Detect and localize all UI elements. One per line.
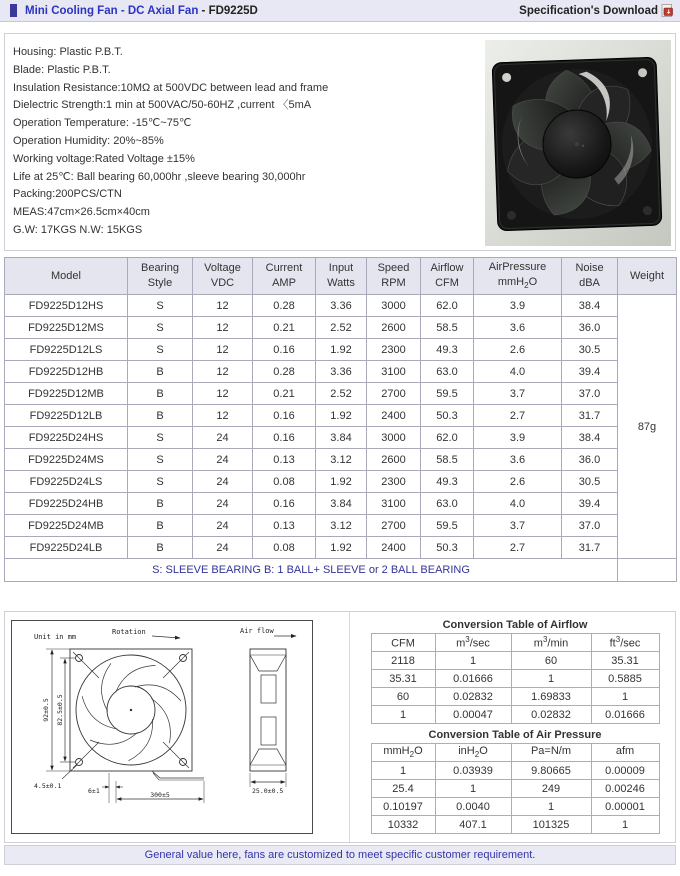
table-cell: 31.7 [562,405,618,427]
table-cell: 3.9 [474,295,562,317]
bearing-footnote: S: SLEEVE BEARING B: 1 BALL+ SLEEVE or 2 BALL BEARING [5,559,618,582]
table-cell: FD9225D24MB [5,515,128,537]
col-voltage: Voltage VDC [193,258,253,295]
spec-line: Packing:200PCS/CTN [13,188,122,201]
table-cell: 0.13 [253,449,316,471]
table-row [5,537,677,559]
table-cell: 3.36 [316,361,367,383]
table-cell: 0.5885 [591,670,659,688]
table-cell: 37.0 [562,515,618,537]
spec-table-body [5,295,677,559]
table-cell: 0.01666 [435,670,511,688]
table-cell: S [128,471,193,493]
table-cell: 49.3 [421,339,474,361]
table-cell: 1.92 [316,471,367,493]
table-row [371,780,659,798]
table-cell: 2300 [367,471,421,493]
spec-line: Operation Humidity: 20%~85% [13,134,164,147]
table-cell: 0.16 [253,405,316,427]
table-cell: 0.0040 [435,798,511,816]
table-cell: 1 [435,780,511,798]
spec-table-header-row [5,258,677,295]
col-noise: Noise dBA [562,258,618,295]
table-cell: 24 [193,449,253,471]
table-cell: FD9225D24MS [5,449,128,471]
table-cell: 2700 [367,383,421,405]
table-row [371,652,659,670]
table-cell: 2.6 [474,471,562,493]
table-cell: 0.03939 [435,762,511,780]
page-title-model: - FD9225D [198,4,258,17]
table-cell: 2.52 [316,383,367,405]
table-cell: 0.16 [253,427,316,449]
title-marker-icon [10,4,17,17]
spec-line: Working voltage:Rated Voltage ±15% [13,152,195,165]
spec-table [4,257,677,582]
header-bar [0,0,680,22]
technical-drawing [11,620,313,834]
table-cell: 0.28 [253,361,316,383]
table-cell: 0.02832 [435,688,511,706]
table-row [371,670,659,688]
pressure-table-title: Conversion Table of Air Pressure [428,729,602,741]
table-cell: 31.7 [562,537,618,559]
table-cell: 62.0 [421,295,474,317]
table-cell: FD9225D24HB [5,493,128,515]
dim-hole-pitch-label: 82.5±0.5 [56,694,64,726]
table-cell: 3.9 [474,427,562,449]
table-cell: 2.7 [474,537,562,559]
table-row [5,361,677,383]
table-cell: FD9225D12LS [5,339,128,361]
table-cell: 3.6 [474,317,562,339]
table-cell: S [128,449,193,471]
table-cell: 2600 [367,449,421,471]
footer-note-bar [4,845,676,865]
table-cell: 50.3 [421,537,474,559]
table-cell: 58.5 [421,449,474,471]
table-cell: 1.69833 [511,688,591,706]
table-cell: 0.21 [253,383,316,405]
table-cell: 1.92 [316,405,367,427]
col-speed: Speed RPM [367,258,421,295]
table-cell: 12 [193,361,253,383]
dim-hole-label: 4.5±0.1 [34,782,62,790]
pressure-col-mmh2o: mmH$_2$O [371,744,435,762]
table-cell: S [128,295,193,317]
table-cell: 50.3 [421,405,474,427]
table-cell: 3000 [367,427,421,449]
table-cell: 0.28 [253,295,316,317]
pressure-col-afm: afm [591,744,659,762]
airflow-conversion-table [371,633,660,724]
table-cell: 0.21 [253,317,316,339]
table-cell: FD9225D12HS [5,295,128,317]
table-cell: 101325 [511,816,591,834]
table-cell: 3.12 [316,515,367,537]
table-cell: 0.00009 [591,762,659,780]
bottom-section [4,611,676,843]
dim-lead-offset-label: 6±1 [88,787,100,795]
table-cell: 1 [435,652,511,670]
table-cell: FD9225D24HS [5,427,128,449]
table-cell: FD9225D24LS [5,471,128,493]
table-cell: 0.08 [253,471,316,493]
table-cell: 0.00246 [591,780,659,798]
table-cell: 0.02832 [511,706,591,724]
table-cell: 2300 [367,339,421,361]
table-cell: 24 [193,515,253,537]
drawing-unit-label: Unit in mm [34,633,77,641]
table-row [5,515,677,537]
spec-lines [13,44,473,240]
table-cell: FD9225D12MS [5,317,128,339]
table-cell: 2.52 [316,317,367,339]
specification-download-link[interactable]: Specification's Download [519,4,658,17]
table-cell: 0.00047 [435,706,511,724]
col-input-watts: Input Watts [316,258,367,295]
table-row [5,295,677,317]
airflow-header-row [371,634,659,652]
table-row [5,405,677,427]
pressure-header-row [371,744,659,762]
dim-lead-length-label: 300±5 [150,791,170,799]
table-row [5,471,677,493]
spec-table-section [4,257,676,582]
table-cell: 25.4 [371,780,435,798]
table-cell: S [128,317,193,339]
table-cell: 0.10197 [371,798,435,816]
table-cell: 12 [193,295,253,317]
table-cell: 10332 [371,816,435,834]
table-cell: 3100 [367,361,421,383]
table-cell: 0.16 [253,339,316,361]
table-cell: 39.4 [562,493,618,515]
table-cell: 0.16 [253,493,316,515]
pressure-conversion-table [371,743,660,834]
table-row [371,688,659,706]
conversion-tables [357,617,673,834]
airflow-col-cfm: CFM [371,634,435,652]
spec-line: G.W: 17KGS N.W: 15KGS [13,223,143,236]
table-cell: 3.7 [474,383,562,405]
table-cell: 36.0 [562,317,618,339]
col-airflow: Airflow CFM [421,258,474,295]
table-cell: 63.0 [421,361,474,383]
table-row [5,427,677,449]
airflow-table-title: Conversion Table of Airflow [442,619,588,631]
page-title-product: Mini Cooling Fan - DC Axial Fan [25,4,199,17]
table-cell: 1 [591,816,659,834]
table-cell: B [128,383,193,405]
table-cell: 35.31 [371,670,435,688]
table-cell: 1 [591,688,659,706]
table-cell: 62.0 [421,427,474,449]
table-row [371,706,659,724]
table-cell: 59.5 [421,515,474,537]
table-row [5,493,677,515]
spec-section [4,33,676,251]
table-cell: 3.84 [316,493,367,515]
table-cell: 3000 [367,295,421,317]
table-cell: 12 [193,405,253,427]
download-icon[interactable] [661,4,674,17]
table-cell: 4.0 [474,361,562,383]
table-row [371,816,659,834]
spec-line: MEAS:47cm×26.5cm×40cm [13,206,150,219]
dimension-drawing [12,621,312,833]
table-cell: 38.4 [562,295,618,317]
spec-table-footnote-row [5,559,677,582]
airflow-col-ft3sec: $ft^3/\sec$ [591,634,659,652]
table-cell: 2600 [367,317,421,339]
table-cell: 63.0 [421,493,474,515]
pressure-table-body [371,762,659,834]
table-cell: 1 [371,706,435,724]
table-row [5,383,677,405]
table-cell: B [128,493,193,515]
col-bearing-style: Bearing Style [128,258,193,295]
table-cell: 38.4 [562,427,618,449]
table-cell: 407.1 [435,816,511,834]
table-cell: 0.13 [253,515,316,537]
table-cell: FD9225D12MB [5,383,128,405]
table-cell: 59.5 [421,383,474,405]
table-row [371,762,659,780]
spec-line: Insulation Resistance:10MΩ at 500VDC between lead and frame [13,81,329,94]
col-weight: Weight [618,258,677,295]
table-cell: 0.01666 [591,706,659,724]
pressure-col-inh2o: inH$_2$O [435,744,511,762]
table-cell: B [128,361,193,383]
airflow-col-m3sec: $m^3/\sec$ [435,634,511,652]
table-cell: S [128,339,193,361]
weight-cell: 87g [618,295,677,559]
airflow-table-body [371,652,659,724]
table-cell: 249 [511,780,591,798]
table-cell: 3.36 [316,295,367,317]
table-cell: 9.80665 [511,762,591,780]
table-cell: 1.92 [316,537,367,559]
fan-photo-illustration [485,40,671,246]
table-cell: 4.0 [474,493,562,515]
table-cell: 24 [193,471,253,493]
col-current: Current AMP [253,258,316,295]
table-cell: 36.0 [562,449,618,471]
table-cell: 37.0 [562,383,618,405]
drawing-rotation-label: Rotation [112,628,146,636]
table-cell: 1.92 [316,339,367,361]
table-cell: 3100 [367,493,421,515]
table-cell: B [128,537,193,559]
table-row [5,449,677,471]
col-air-pressure: AirPressure mmH$_2$O [474,258,562,295]
table-cell: 3.12 [316,449,367,471]
dim-depth-label: 25.0±0.5 [252,787,284,795]
section-divider [349,612,350,842]
table-cell: 0.00001 [591,798,659,816]
table-cell: S [128,427,193,449]
table-cell: 1 [511,670,591,688]
table-cell: 49.3 [421,471,474,493]
table-cell: 2400 [367,405,421,427]
spec-line: Life at 25℃: Ball bearing 60,000hr ,sleeve bearing 30,000hr [13,170,306,183]
table-cell: FD9225D12HB [5,361,128,383]
footer-note: General value here, fans are customized to meet specific customer requirement. [144,849,536,861]
table-cell: FD9225D12LB [5,405,128,427]
table-cell: 2118 [371,652,435,670]
table-cell: 12 [193,317,253,339]
table-cell: 30.5 [562,471,618,493]
page-title [25,5,258,17]
table-cell: 0.08 [253,537,316,559]
table-cell: 12 [193,383,253,405]
pressure-col-pa: Pa=N/m [511,744,591,762]
table-cell: B [128,515,193,537]
table-cell: 12 [193,339,253,361]
table-row [371,798,659,816]
table-cell: FD9225D24LB [5,537,128,559]
drawing-airflow-label: Air flow [240,627,274,635]
table-cell: 1 [511,798,591,816]
table-cell: 3.84 [316,427,367,449]
table-cell: 30.5 [562,339,618,361]
table-cell: 39.4 [562,361,618,383]
airflow-col-m3min: $m^3/\min$ [511,634,591,652]
table-cell: 24 [193,537,253,559]
spec-line: Housing: Plastic P.B.T. [13,46,123,58]
table-cell: 60 [511,652,591,670]
table-cell: 60 [371,688,435,706]
table-row [5,317,677,339]
table-cell: 35.31 [591,652,659,670]
table-cell: 24 [193,493,253,515]
table-cell: 24 [193,427,253,449]
spec-line: Blade: Plastic P.B.T. [13,63,111,76]
spec-line: Operation Temperature: -15℃~75℃ [13,117,192,130]
table-cell: 58.5 [421,317,474,339]
table-cell: 1 [371,762,435,780]
footnote-weight-spacer [618,559,677,582]
col-model: Model [5,258,128,295]
table-cell: 3.7 [474,515,562,537]
table-cell: 2.6 [474,339,562,361]
table-cell: 3.6 [474,449,562,471]
spec-line: Dielectric Strength:1 min at 500VAC/50-60HZ ,current 〈5mA [13,99,312,112]
table-cell: 2400 [367,537,421,559]
table-cell: 2.7 [474,405,562,427]
dim-height-label: 92±0.5 [42,698,50,722]
table-cell: 2700 [367,515,421,537]
product-photo [485,40,671,246]
table-cell: B [128,405,193,427]
table-row [5,339,677,361]
